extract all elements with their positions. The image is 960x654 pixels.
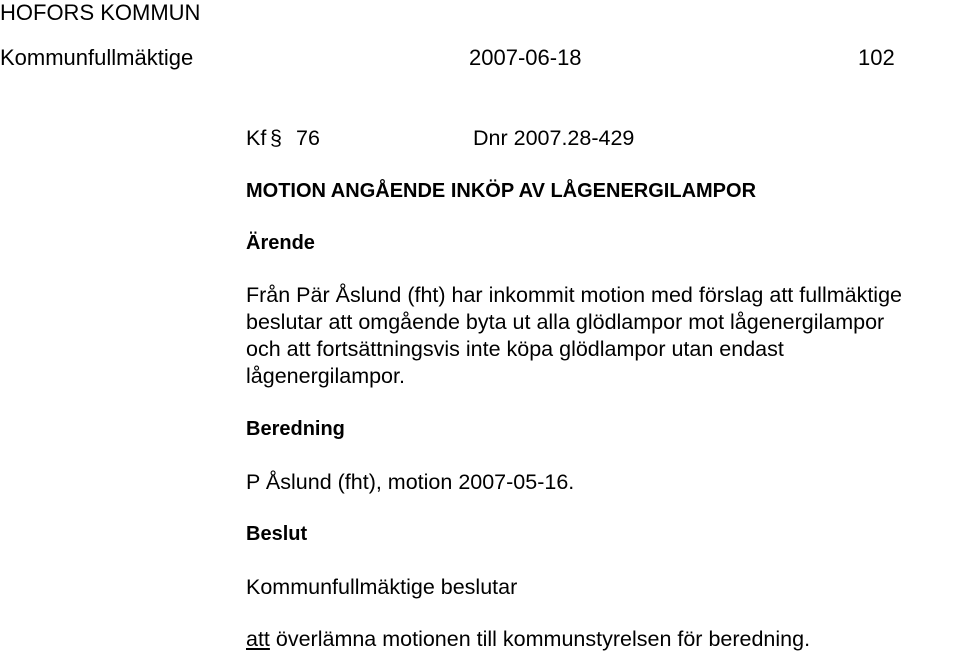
- page-number: 102: [858, 45, 895, 70]
- diary-number: Dnr 2007.28-429: [473, 126, 635, 150]
- arende-text-line: och att fortsättningsvis inte köpa glödlampor utan endast: [246, 337, 784, 361]
- decision-att-word: att: [246, 627, 270, 651]
- beslut-intro: Kommunfullmäktige beslutar: [246, 575, 518, 599]
- decision-line: [246, 629, 810, 651]
- council-name: Kommunfullmäktige: [0, 45, 194, 70]
- arende-text-line: lågenergilampor.: [246, 364, 405, 388]
- heading-arende: Ärende: [246, 232, 315, 254]
- section-mark: §: [270, 126, 282, 150]
- decision-text: överlämna motionen till kommunstyrelsen för beredning.: [269, 627, 811, 651]
- heading-beslut: Beslut: [246, 523, 308, 545]
- organization-name: HOFORS KOMMUN: [0, 0, 201, 25]
- case-title: MOTION ANGÅENDE INKÖP AV LÅGENERGILAMPOR: [246, 180, 757, 202]
- heading-beredning: Beredning: [246, 418, 345, 440]
- meeting-date: 2007-06-18: [469, 45, 582, 70]
- paragraph-number: 76: [296, 126, 320, 150]
- arende-text-line: Från Pär Åslund (fht) har inkommit motion med förslag att fullmäktige: [246, 283, 903, 307]
- arende-text-line: beslutar att omgående byta ut alla glödlampor mot lågenergilampor: [246, 310, 885, 334]
- beredning-text: P Åslund (fht), motion 2007-05-16.: [246, 470, 575, 494]
- paragraph-prefix: Kf: [246, 126, 267, 150]
